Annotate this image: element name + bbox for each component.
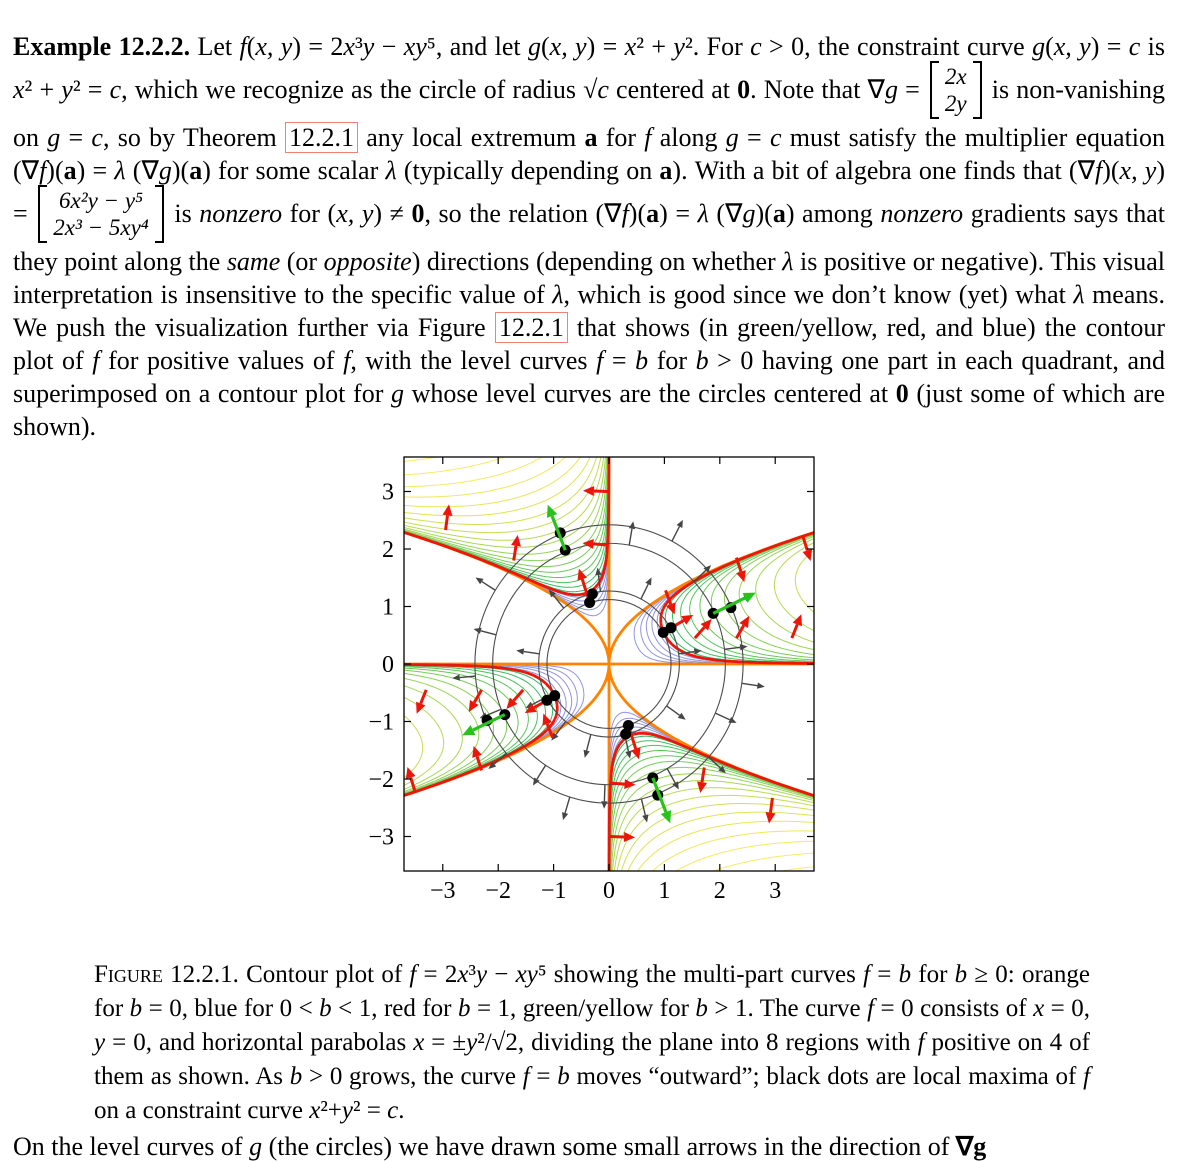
math-inline: f — [867, 995, 874, 1022]
math-inline: c — [110, 75, 122, 104]
math-inline: y — [61, 75, 73, 104]
maximum-dot — [584, 597, 595, 608]
math-inline: λ — [782, 247, 793, 276]
text-run: a — [659, 156, 672, 185]
text-run: = ± — [424, 1029, 466, 1056]
math-inline: b — [695, 995, 708, 1022]
text-run: = — [898, 75, 927, 104]
text-run: ². For — [685, 32, 750, 61]
text-run: ) = — [659, 199, 697, 228]
text-run: . Note that ∇ — [750, 75, 885, 104]
math-inline: b — [319, 995, 332, 1022]
x-tick-label: −1 — [541, 878, 567, 904]
math-inline: f — [343, 346, 350, 375]
math-inline: b — [635, 346, 648, 375]
text-run: (typically depending on — [397, 156, 660, 185]
text-run: ⁵, and let — [427, 32, 528, 61]
math-inline: b — [458, 995, 471, 1022]
text-run: )( — [629, 199, 646, 228]
x-tick-label: 1 — [658, 878, 670, 904]
text-run: On the level curves of — [13, 1132, 249, 1161]
vector-rows: 6x²y − y⁵ 2x³ − 5xy⁴ — [47, 185, 155, 243]
text-run: is — [1140, 32, 1165, 61]
text-run: > 0, the constraint curve — [762, 32, 1032, 61]
text-run: − — [487, 961, 516, 988]
math-inline: y — [466, 1029, 477, 1056]
text-run: ) directions (depending on whether — [412, 247, 782, 276]
text-run: 0 — [737, 75, 750, 104]
text-run: ) = — [587, 32, 625, 61]
text-run: = 0 consists of — [874, 995, 1033, 1022]
figure-caption — [94, 958, 1090, 1128]
text-run: ) among — [786, 199, 881, 228]
x-tick-label: 2 — [714, 878, 726, 904]
text-run: ). With a bit of algebra one finds that (∇ — [672, 156, 1095, 185]
maximum-dot — [708, 608, 719, 619]
math-inline: b — [955, 961, 968, 988]
math-inline: xy — [404, 32, 427, 61]
text-run: moves “outward”; black dots are local maxima of — [570, 1063, 1083, 1090]
math-inline: y — [476, 961, 487, 988]
x-tick-label: −3 — [430, 878, 456, 904]
math-inline: f — [523, 1063, 530, 1090]
text-run: gradients says that they point along the — [13, 199, 1165, 276]
math-inline: c — [597, 75, 609, 104]
text-run: ( — [541, 32, 550, 61]
maximum-dot — [658, 627, 669, 638]
text-run: centered at — [609, 75, 737, 104]
text-run: ²+ — [320, 1097, 342, 1124]
math-inline: y — [94, 1029, 105, 1056]
x-tick-label: 0 — [603, 878, 615, 904]
text-run: for — [597, 123, 644, 152]
cross-reference-link[interactable]: 12.2.1 — [495, 312, 568, 343]
text-run: Figure 12.2.1. — [94, 961, 239, 988]
text-run: ² + — [25, 75, 62, 104]
math-inline: nonzero — [880, 199, 963, 228]
text-run: > 1. The curve — [708, 995, 867, 1022]
text-run: ( — [247, 32, 256, 61]
math-inline: xy — [516, 961, 538, 988]
text-run: )( — [46, 156, 63, 185]
text-run: (∇ — [126, 156, 159, 185]
text-run: = 0, — [1044, 995, 1090, 1022]
text-run: = 2 — [416, 961, 457, 988]
text-run: ) = — [77, 156, 115, 185]
text-run: , so by Theorem — [103, 123, 285, 152]
math-inline: λ — [114, 156, 125, 185]
contour-plot-svg — [330, 440, 900, 920]
text-run: Contour plot of — [239, 961, 410, 988]
math-inline: x, y — [1120, 156, 1157, 185]
x-tick-label: −2 — [485, 878, 511, 904]
math-inline: x, y — [255, 32, 292, 61]
text-run: for ( — [282, 199, 336, 228]
text-run: = — [603, 346, 635, 375]
text-run: − — [374, 32, 403, 61]
math-inline: f — [409, 961, 416, 988]
text-run: = 0, blue for 0 < — [142, 995, 319, 1022]
plot-area — [393, 457, 826, 871]
left-bracket — [930, 61, 939, 119]
text-run: ) for some scalar — [202, 156, 385, 185]
text-run: for positive values of — [100, 346, 344, 375]
maximum-dot — [623, 720, 634, 731]
text-run: = — [739, 123, 770, 152]
math-inline: f — [239, 32, 246, 61]
text-run: is non-vanishing on — [13, 75, 1165, 152]
math-inline: x, y — [336, 199, 373, 228]
text-run: (the circles) we have drawn some small arrows in the direction of — [262, 1132, 956, 1161]
math-inline: g — [742, 199, 755, 228]
math-inline: f — [92, 346, 99, 375]
math-inline: λ — [1073, 280, 1084, 309]
math-inline: f — [1095, 156, 1102, 185]
y-tick-label: −2 — [368, 767, 394, 793]
left-bracket — [38, 185, 47, 243]
text-run: a — [646, 199, 659, 228]
text-run: ³ — [468, 961, 476, 988]
text-run: > 0 grows, the curve — [302, 1063, 522, 1090]
text-run: 0 — [896, 379, 909, 408]
math-inline: g — [391, 379, 404, 408]
y-tick-label: 0 — [382, 652, 394, 678]
text-run: ) = 2 — [292, 32, 343, 61]
text-run: positive on 4 of them as shown. As — [94, 1029, 1090, 1090]
right-bracket — [973, 61, 982, 119]
text-run: any local extremum — [358, 123, 584, 152]
math-inline: f — [863, 961, 870, 988]
text-run: is positive or negative). This visual interpretation is insensitive to the specific value of — [13, 247, 1165, 309]
math-inline: g — [47, 123, 60, 152]
column-vector — [930, 61, 982, 119]
text-run: ³ — [355, 32, 363, 61]
math-inline: x — [343, 32, 355, 61]
text-run: ) = — [13, 156, 1165, 228]
math-inline: b — [696, 346, 709, 375]
math-inline: g — [1032, 32, 1045, 61]
column-vector — [38, 185, 164, 243]
text-run: means. We push the visualization further via Figure — [13, 280, 1165, 342]
example-paragraph — [13, 30, 1165, 443]
math-inline: f — [918, 1029, 925, 1056]
y-tick-label: 1 — [382, 595, 394, 621]
text-run: = 0, and horizontal parabolas — [105, 1029, 413, 1056]
text-run: = 1, green/yellow for — [470, 995, 695, 1022]
y-tick-label: −3 — [368, 825, 394, 851]
text-run: is — [167, 199, 199, 228]
math-inline: nonzero — [199, 199, 282, 228]
text-run: on a constraint curve — [94, 1097, 309, 1124]
math-inline: c — [1129, 32, 1141, 61]
math-inline: f — [622, 199, 629, 228]
math-inline: g — [159, 156, 172, 185]
math-inline: g — [885, 75, 898, 104]
text-run: = — [870, 961, 899, 988]
text-run: = — [530, 1063, 558, 1090]
y-tick-label: 3 — [382, 480, 394, 506]
math-inline: f — [596, 346, 603, 375]
math-inline: x, y — [1054, 32, 1091, 61]
math-inline: x — [1033, 995, 1044, 1022]
math-inline: c — [387, 1097, 398, 1124]
math-inline: b — [130, 995, 143, 1022]
math-inline: g — [528, 32, 541, 61]
cross-reference-link[interactable]: 12.2.1 — [285, 122, 358, 153]
text-run: along — [652, 123, 726, 152]
text-run: whose level curves are the circles centered at — [404, 379, 896, 408]
text-run: )( — [1102, 156, 1119, 185]
text-run: ≥ 0: orange for — [94, 961, 1090, 1022]
vector-rows: 2x 2y — [939, 61, 973, 119]
math-inline: y — [673, 32, 685, 61]
text-run: a — [773, 199, 786, 228]
math-inline: λ — [698, 199, 709, 228]
text-run: )( — [755, 199, 772, 228]
math-inline: λ — [552, 280, 563, 309]
text-run: for — [911, 961, 955, 988]
text-run: (just some of which are shown). — [13, 379, 1165, 441]
text-run: (∇ — [709, 199, 743, 228]
text-run: must satisfy the multiplier equation (∇ — [13, 123, 1165, 185]
text-run: ² = — [353, 1097, 387, 1124]
math-inline: x — [309, 1097, 320, 1124]
text-run: , so the relation (∇ — [424, 199, 621, 228]
maximum-dot — [549, 690, 560, 701]
text-run: ) ≠ — [373, 199, 411, 228]
y-tick-label: −1 — [368, 710, 394, 736]
math-inline: f — [1083, 1063, 1090, 1090]
text-run: , which we recognize as the circle of radius √ — [121, 75, 597, 104]
text-run: Let — [190, 32, 239, 61]
text-run: , which is good since we don’t know (yet) what — [564, 280, 1074, 309]
math-inline: opposite — [324, 247, 412, 276]
math-inline: f — [644, 123, 651, 152]
text-run: , with the level curves — [350, 346, 596, 375]
math-inline: c — [750, 32, 762, 61]
math-inline: x — [457, 961, 468, 988]
clipped-bottom-text-line — [13, 1132, 1165, 1145]
text-run: < 1, red for — [332, 995, 458, 1022]
math-inline: b — [290, 1063, 303, 1090]
math-inline: b — [899, 961, 912, 988]
math-inline: x — [625, 32, 637, 61]
text-run: a — [64, 156, 77, 185]
math-inline: same — [227, 247, 280, 276]
math-inline: y — [342, 1097, 353, 1124]
math-inline: x — [413, 1029, 424, 1056]
math-inline: λ — [385, 156, 396, 185]
text-run: . — [398, 1097, 404, 1124]
text-run: a — [189, 156, 202, 185]
math-inline: c — [91, 123, 103, 152]
y-tick-label: 2 — [382, 537, 394, 563]
figure-contour-plot — [330, 440, 900, 920]
text-run: for — [648, 346, 695, 375]
math-inline: c — [770, 123, 782, 152]
text-run: that shows (in green/yellow, red, and blue) the contour plot of — [13, 313, 1165, 375]
right-bracket — [155, 185, 164, 243]
math-inline: y — [363, 32, 375, 61]
text-run: ) = — [1091, 32, 1129, 61]
text-run: ² = — [73, 75, 110, 104]
text-run: = — [60, 123, 91, 152]
math-inline: b — [557, 1063, 570, 1090]
text-run: ² + — [636, 32, 673, 61]
text-run: > 0 having one part in each quadrant, and superimposed on a contour plot for — [13, 346, 1165, 408]
text-run: 0 — [411, 199, 424, 228]
text-run: ∇g — [956, 1132, 986, 1161]
x-tick-label: 3 — [769, 878, 781, 904]
text-run: ⁵ showing the multi-part curves — [538, 961, 863, 988]
math-inline: x — [13, 75, 25, 104]
math-inline: f — [39, 156, 46, 185]
math-inline: g — [249, 1132, 262, 1161]
math-inline: g — [726, 123, 739, 152]
text-run: (or — [280, 247, 323, 276]
text-run: )( — [172, 156, 189, 185]
text-run: ²/√2, dividing the plane into 8 regions with — [477, 1029, 917, 1056]
text-run: a — [584, 123, 597, 152]
math-inline: x, y — [550, 32, 587, 61]
text-run: Example 12.2.2. — [13, 32, 190, 61]
text-run: ( — [1045, 32, 1054, 61]
